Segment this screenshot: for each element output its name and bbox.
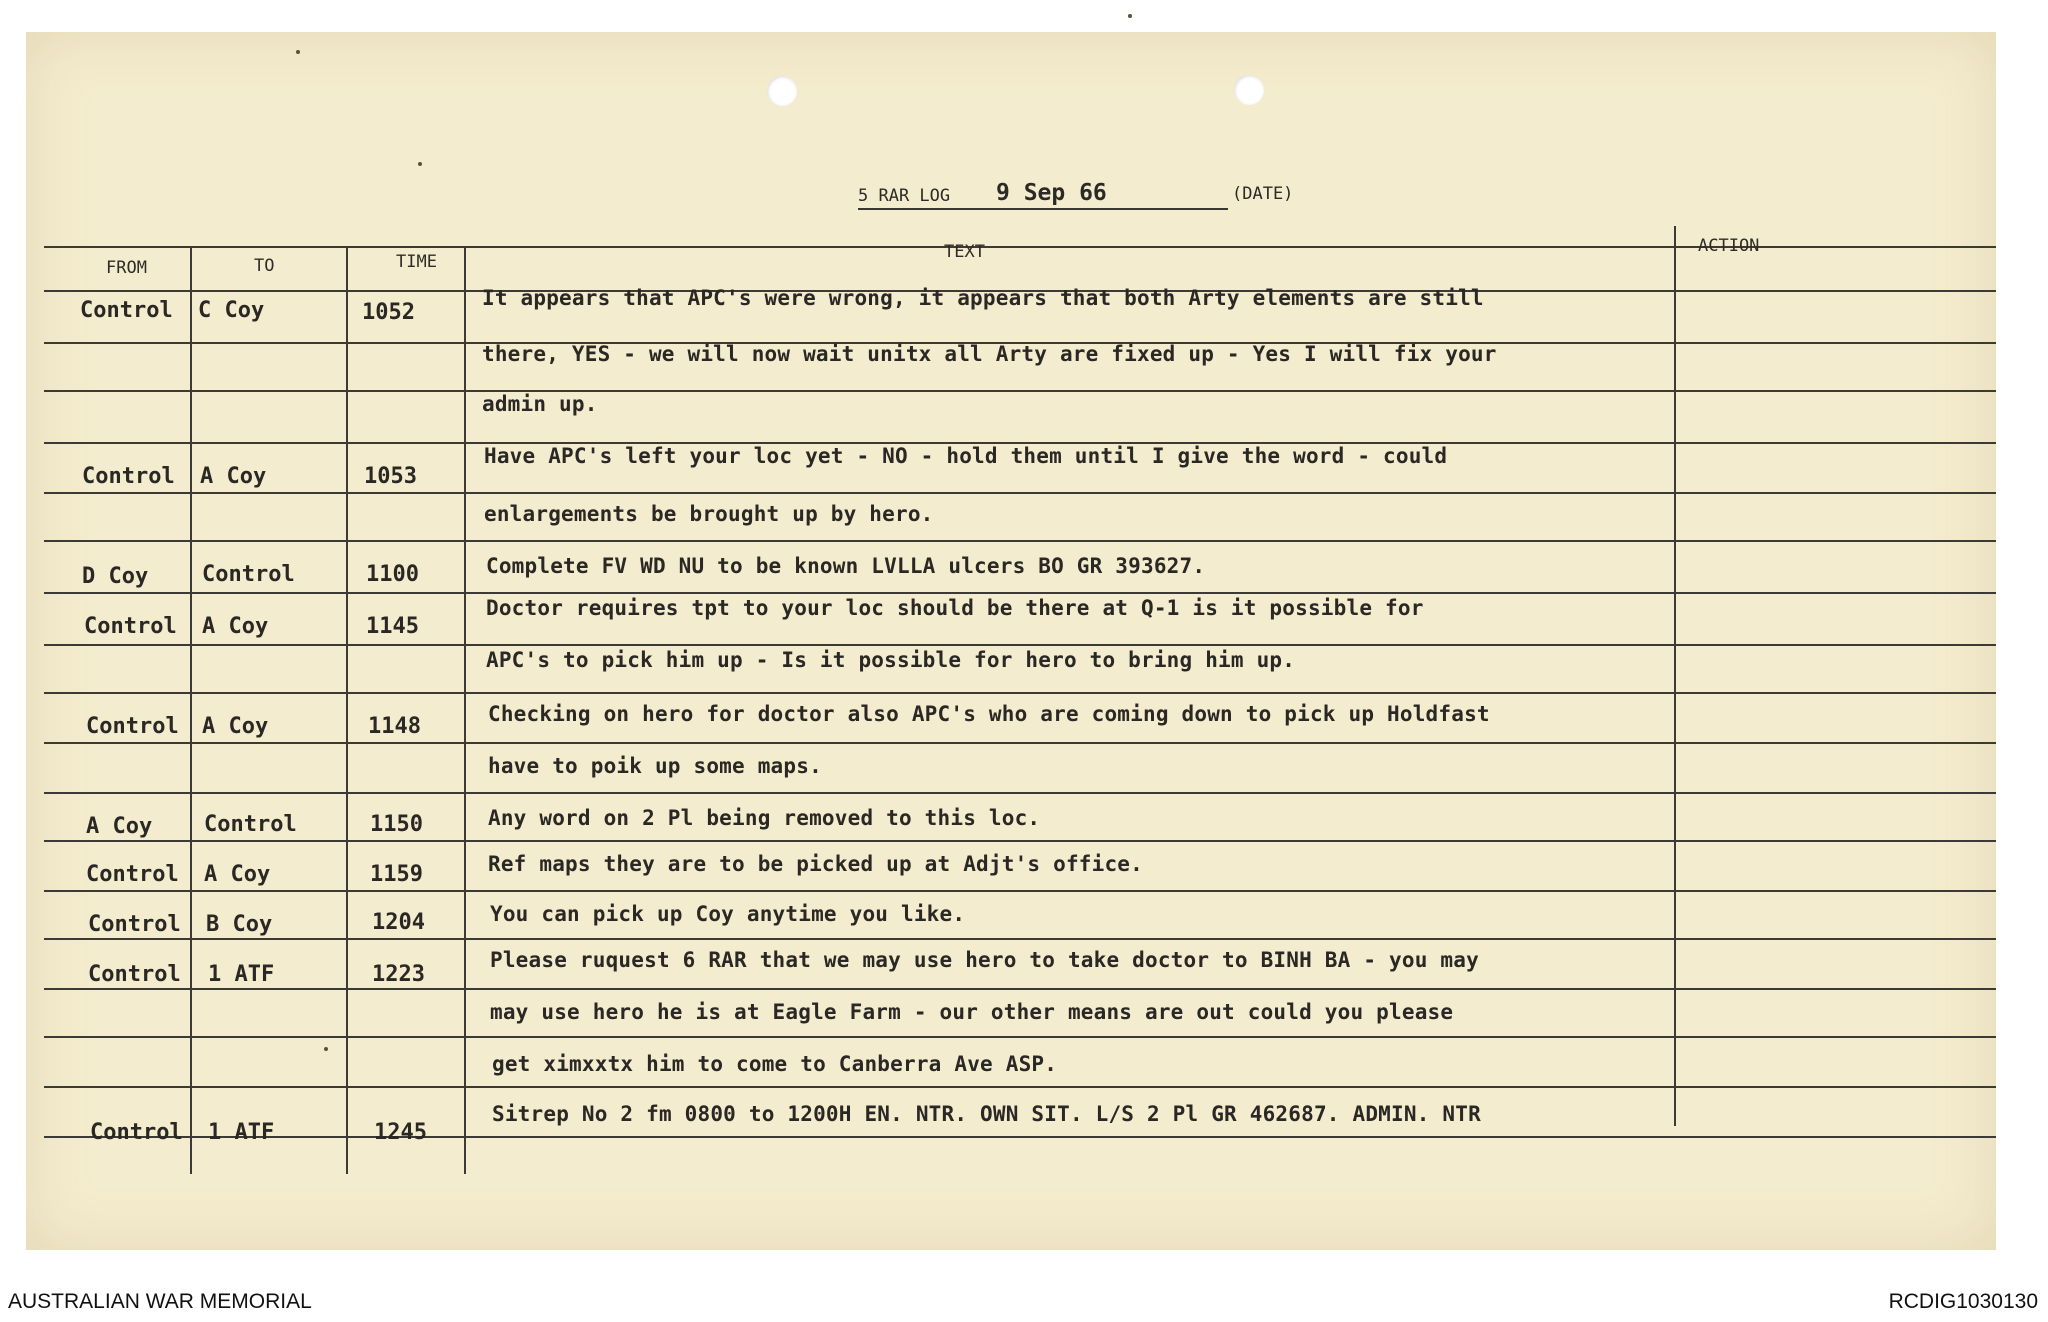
footer-archive-name: AUSTRALIAN WAR MEMORIAL (8, 1290, 312, 1313)
entry-to: Control (204, 812, 297, 837)
entry-from: Control (80, 298, 173, 323)
entry-text-line: Ref maps they are to be picked up at Adjt's office. (488, 852, 1143, 876)
table-rule (44, 692, 1996, 694)
table-rule (44, 1086, 1996, 1088)
column-rule (1674, 226, 1676, 1126)
table-rule (44, 1136, 1996, 1138)
entry-to: Control (202, 562, 295, 587)
entry-text-line: Sitrep No 2 fm 0800 to 1200H EN. NTR. OWN SIT. L/S 2 Pl GR 462687. ADMIN. NTR (492, 1102, 1481, 1126)
column-header-action: ACTION (1698, 236, 1760, 256)
entry-time: 1159 (370, 862, 423, 887)
entry-time: 1150 (370, 812, 423, 837)
entry-time: 1245 (374, 1120, 427, 1145)
entry-time: 1145 (366, 614, 419, 639)
entry-to: 1 ATF (208, 962, 275, 987)
column-header-time: TIME (396, 252, 437, 272)
entry-text-line: get ximxxtx him to come to Canberra Ave ASP. (492, 1052, 1058, 1076)
log-table (26, 32, 1996, 1250)
entry-text-line: Any word on 2 Pl being removed to this loc. (488, 806, 1041, 830)
entry-text-line: may use hero he is at Eagle Farm - our other means are out could you please (490, 1000, 1454, 1024)
entry-to: A Coy (200, 464, 267, 489)
column-header-text: TEXT (944, 242, 985, 262)
entry-text-line: APC's to pick him up - Is it possible for hero to bring him up. (486, 648, 1296, 672)
entry-text-line: Doctor requires tpt to your loc should be there at Q-1 is it possible for (486, 596, 1424, 620)
log-sheet (26, 32, 1996, 1250)
table-rule (44, 742, 1996, 744)
table-rule (44, 540, 1996, 542)
entry-text-line: Have APC's left your loc yet - NO - hold them until I give the word - could (484, 444, 1448, 468)
entry-time: 1100 (366, 562, 419, 587)
entry-to: A Coy (204, 862, 271, 887)
entry-from: Control (82, 464, 175, 489)
table-rule (44, 988, 1996, 990)
entry-from: Control (88, 912, 181, 937)
entry-text-line: Please ruquest 6 RAR that we may use hero to take doctor to BINH BA - you may (490, 948, 1479, 972)
entry-to: A Coy (202, 614, 269, 639)
table-rule (44, 644, 1996, 646)
log-date: 9 Sep 66 (996, 180, 1107, 206)
table-rule (44, 938, 1996, 940)
column-header-to: TO (254, 256, 275, 276)
table-rule (44, 492, 1996, 494)
table-rule (44, 592, 1996, 594)
entry-from: A Coy (86, 814, 153, 839)
table-rule (44, 890, 1996, 892)
entry-from: Control (86, 862, 179, 887)
entry-time: 1148 (368, 714, 421, 739)
entry-from: Control (88, 962, 181, 987)
entry-from: Control (86, 714, 179, 739)
paper-speck (1128, 14, 1132, 18)
entry-text-line: Checking on hero for doctor also APC's who are coming down to pick up Holdfast (488, 702, 1490, 726)
entry-from: D Coy (82, 564, 149, 589)
entry-text-line: admin up. (482, 392, 598, 416)
column-rule (464, 246, 466, 1174)
entry-text-line: enlargements be brought up by hero. (484, 502, 934, 526)
table-rule (44, 792, 1996, 794)
table-rule (44, 1036, 1996, 1038)
entry-to: 1 ATF (208, 1120, 275, 1145)
column-header-from: FROM (106, 258, 147, 278)
entry-time: 1053 (364, 464, 417, 489)
entry-text-line: Complete FV WD NU to be known LVLLA ulcers BO GR 393627. (486, 554, 1206, 578)
footer-record-id: RCDIG1030130 (1888, 1290, 2038, 1313)
column-rule (190, 246, 192, 1174)
column-rule (346, 246, 348, 1174)
entry-text-line: have to poik up some maps. (488, 754, 822, 778)
entry-text-line: It appears that APC's were wrong, it appears that both Arty elements are still (482, 286, 1484, 310)
date-label: (DATE) (1232, 184, 1294, 204)
entry-text-line: there, YES - we will now wait unitx all Arty are fixed up - Yes I will fix your (482, 342, 1497, 366)
entry-text-line: You can pick up Coy anytime you like. (490, 902, 966, 926)
entry-from: Control (90, 1120, 183, 1145)
entry-from: Control (84, 614, 177, 639)
entry-time: 1223 (372, 962, 425, 987)
table-rule (44, 390, 1996, 392)
table-rule (44, 840, 1996, 842)
entry-to: B Coy (206, 912, 273, 937)
unit-log-title: 5 RAR LOG (858, 186, 951, 206)
entry-to: A Coy (202, 714, 269, 739)
entry-to: C Coy (198, 298, 265, 323)
entry-time: 1204 (372, 910, 425, 935)
entry-time: 1052 (362, 300, 415, 325)
